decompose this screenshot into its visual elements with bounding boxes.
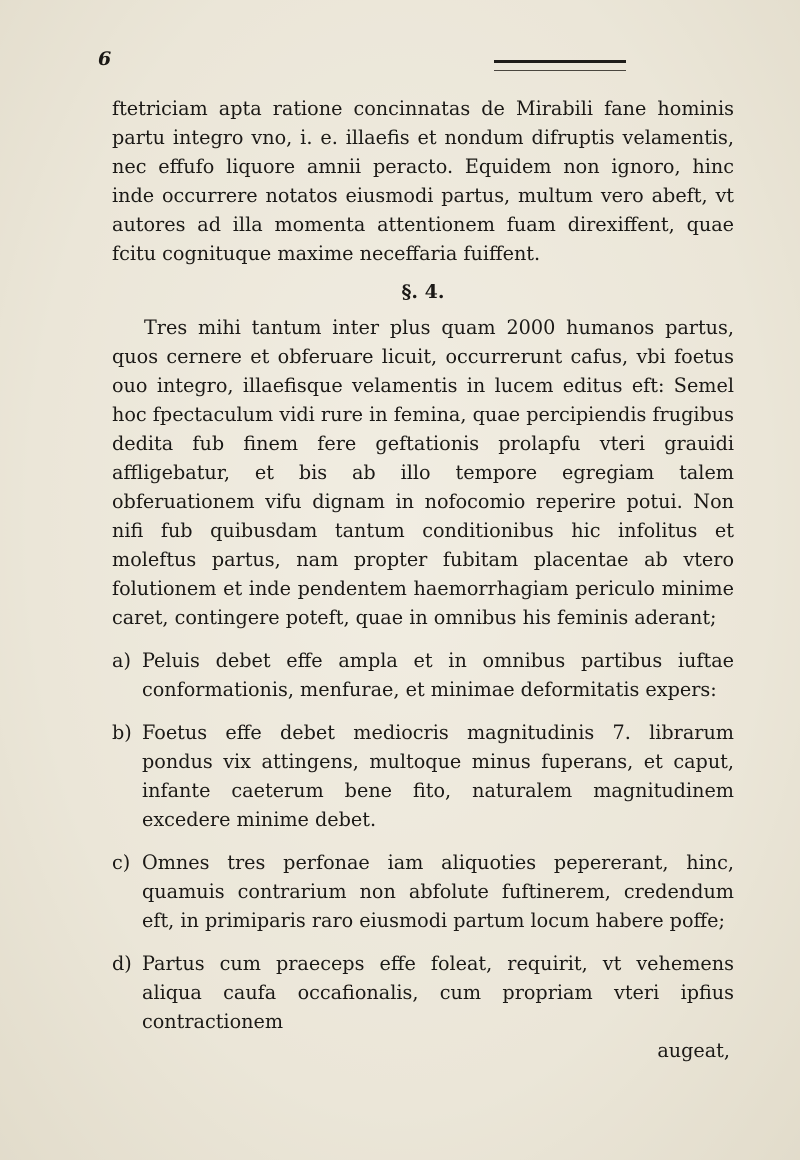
item-text: Partus cum praeceps effe foleat, requirit, vt vehemens aliqua caufa occafionalis, cum propriam vteri ipfius contractionem: [142, 952, 734, 1033]
list-item-d: [112, 949, 734, 1036]
paragraph-2: Tres mihi tantum inter plus quam 2000 humanos partus, quos cernere et obferuare licuit, occurrerunt cafus, vbi foetus ouo integro, illaefisque velamentis in lucem editus eft: Semel hoc fpectaculum vidi rure in femina, quae percipiendis frugibus dedita fub finem fere geftationis prolapfu vteri grauidi affligebatur, et bis ab illo tempore egregiam talem obferuationem vifu dignam in nofocomio reperire potui. Non nifi fub quibusdam tantum conditionibus hic infolitus et moleftus partus, nam propter fubitam placentae ab vtero folutionem et inde pendentem haemorrhagiam periculo minime caret, contingere poteft, quae in omnibus his feminis aderant;: [112, 316, 734, 629]
item-label: c): [112, 851, 131, 874]
item-text: Foetus effe debet mediocris magnitudinis 7. librarum pondus vix attingens, multoque minus fuperans, et caput, infante caeterum bene fito, naturalem magnitudinem excedere minime debet.: [142, 721, 734, 831]
item-label: d): [112, 952, 132, 975]
page-number: 6: [98, 48, 112, 70]
item-text: Peluis debet effe ampla et in omnibus partibus iuftae conformationis, menfurae, et minimae deformitatis expers:: [142, 649, 734, 701]
section-heading: §. 4.: [401, 281, 445, 303]
list-item-c: [112, 848, 734, 935]
page-header: [98, 48, 740, 78]
list-item-b: [112, 718, 734, 834]
body-text: [112, 94, 734, 1065]
item-label: a): [112, 649, 131, 672]
list-item-a: [112, 646, 734, 704]
item-text: Omnes tres perfonae iam aliquoties pepererant, hinc, quamuis contrarium non abfolute fuftinerem, credendum eft, in primiparis raro eiusmodi partum locum habere poffe;: [142, 851, 734, 932]
paragraph-1: ftetriciam apta ratione concinnatas de Mirabili fane hominis partu integro vno, i. e. illaefis et nondum difruptis velamentis, nec effufo liquore amnii peracto. Equidem non ignoro, hinc inde occurrere notatos eiusmodi partus, multum vero abeft, vt autores ad illa momenta attentionem fuam direxiffent, quae fcitu cognituque maxime neceffaria fuiffent.: [112, 97, 734, 265]
catchword: augeat,: [657, 1039, 730, 1062]
header-rule-ornament: [494, 60, 626, 71]
item-label: b): [112, 721, 132, 744]
